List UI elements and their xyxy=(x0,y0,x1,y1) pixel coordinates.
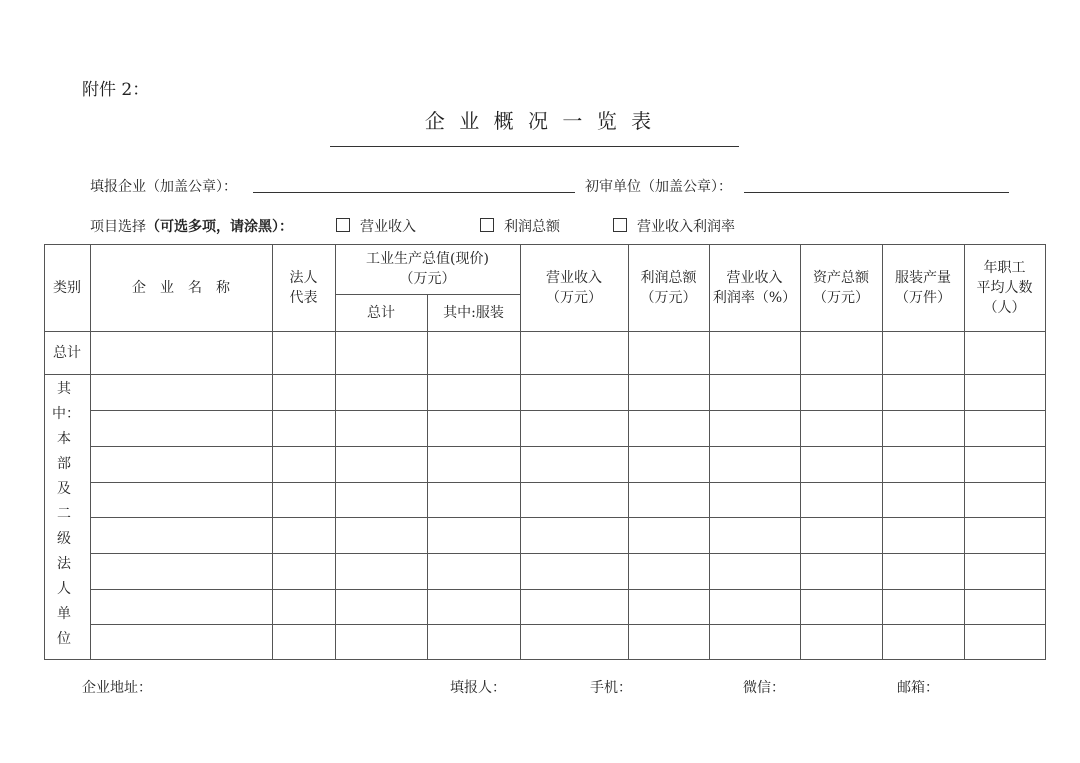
group-label-char: 位 xyxy=(57,631,71,647)
header-output-value xyxy=(335,249,520,289)
header-assets xyxy=(800,268,882,308)
option-label: 营业收入利润率 xyxy=(637,219,735,235)
header-line: 工业生产总值(现价) xyxy=(366,251,489,267)
header-line: （万元） xyxy=(640,290,697,306)
header-output-garment: 其中:服装 xyxy=(443,305,504,321)
footer-address-label: 企业地址： xyxy=(82,680,152,696)
group-label-char: 法 xyxy=(57,556,71,572)
header-employees xyxy=(964,258,1045,318)
attachment-label: 附件 2： xyxy=(82,80,150,100)
header-line: （万元） xyxy=(546,290,602,306)
header-line: 代表 xyxy=(289,290,318,306)
group-label-char: 部 xyxy=(57,456,71,472)
group-label-char: 本 xyxy=(57,431,71,447)
header-line: 法人 xyxy=(289,270,318,286)
header-category: 类别 xyxy=(53,280,81,296)
header-line: （万件） xyxy=(895,290,951,306)
header-line: （万元） xyxy=(813,290,869,306)
option-label: 利润总额 xyxy=(504,219,560,235)
enterprise-label: 填报企业（加盖公章）： xyxy=(90,179,237,195)
footer-filler-label: 填报人： xyxy=(450,680,506,696)
option-label: 营业收入 xyxy=(360,219,416,235)
group-label-char: 二 xyxy=(57,506,71,522)
group-label-char: 级 xyxy=(57,531,71,547)
review-unit-label: 初审单位（加盖公章）： xyxy=(585,179,732,195)
footer-email-label: 邮箱： xyxy=(897,680,939,696)
header-revenue xyxy=(520,268,628,308)
header-output-total: 总计 xyxy=(367,305,395,321)
group-label-char: 中： xyxy=(52,406,80,422)
footer-wechat-label: 微信： xyxy=(743,680,785,696)
selection-prefix: 项目选择 xyxy=(90,219,146,235)
header-line: （人） xyxy=(983,300,1026,316)
selection-note: （可选多项，请涂黑）： xyxy=(146,219,293,235)
footer-phone-label: 手机： xyxy=(590,680,632,696)
group-label-char: 人 xyxy=(57,581,71,597)
header-legal-rep xyxy=(272,268,335,308)
page-title: 企 业 概 况 一 览 表 xyxy=(424,109,656,133)
header-line: 营业收入 xyxy=(546,270,602,286)
header-line: 平均人数 xyxy=(976,280,1033,296)
header-margin xyxy=(709,268,800,308)
header-garment-output xyxy=(882,268,964,308)
group-label-char: 其 xyxy=(57,381,71,397)
header-profit xyxy=(628,268,709,308)
group-label-char: 及 xyxy=(57,481,71,497)
header-line: 服装产量 xyxy=(895,270,951,286)
total-row-label: 总计 xyxy=(53,345,81,361)
header-enterprise-name: 企 业 名 称 xyxy=(132,280,230,296)
header-line: 资产总额 xyxy=(813,270,869,286)
header-line: 营业收入 xyxy=(726,270,783,286)
header-line: 利润率（%） xyxy=(712,290,797,306)
header-line: （万元） xyxy=(399,271,456,287)
group-label-char: 单 xyxy=(57,606,71,622)
header-line: 年职工 xyxy=(983,260,1026,276)
header-line: 利润总额 xyxy=(640,270,697,286)
group-row-label xyxy=(52,378,80,653)
